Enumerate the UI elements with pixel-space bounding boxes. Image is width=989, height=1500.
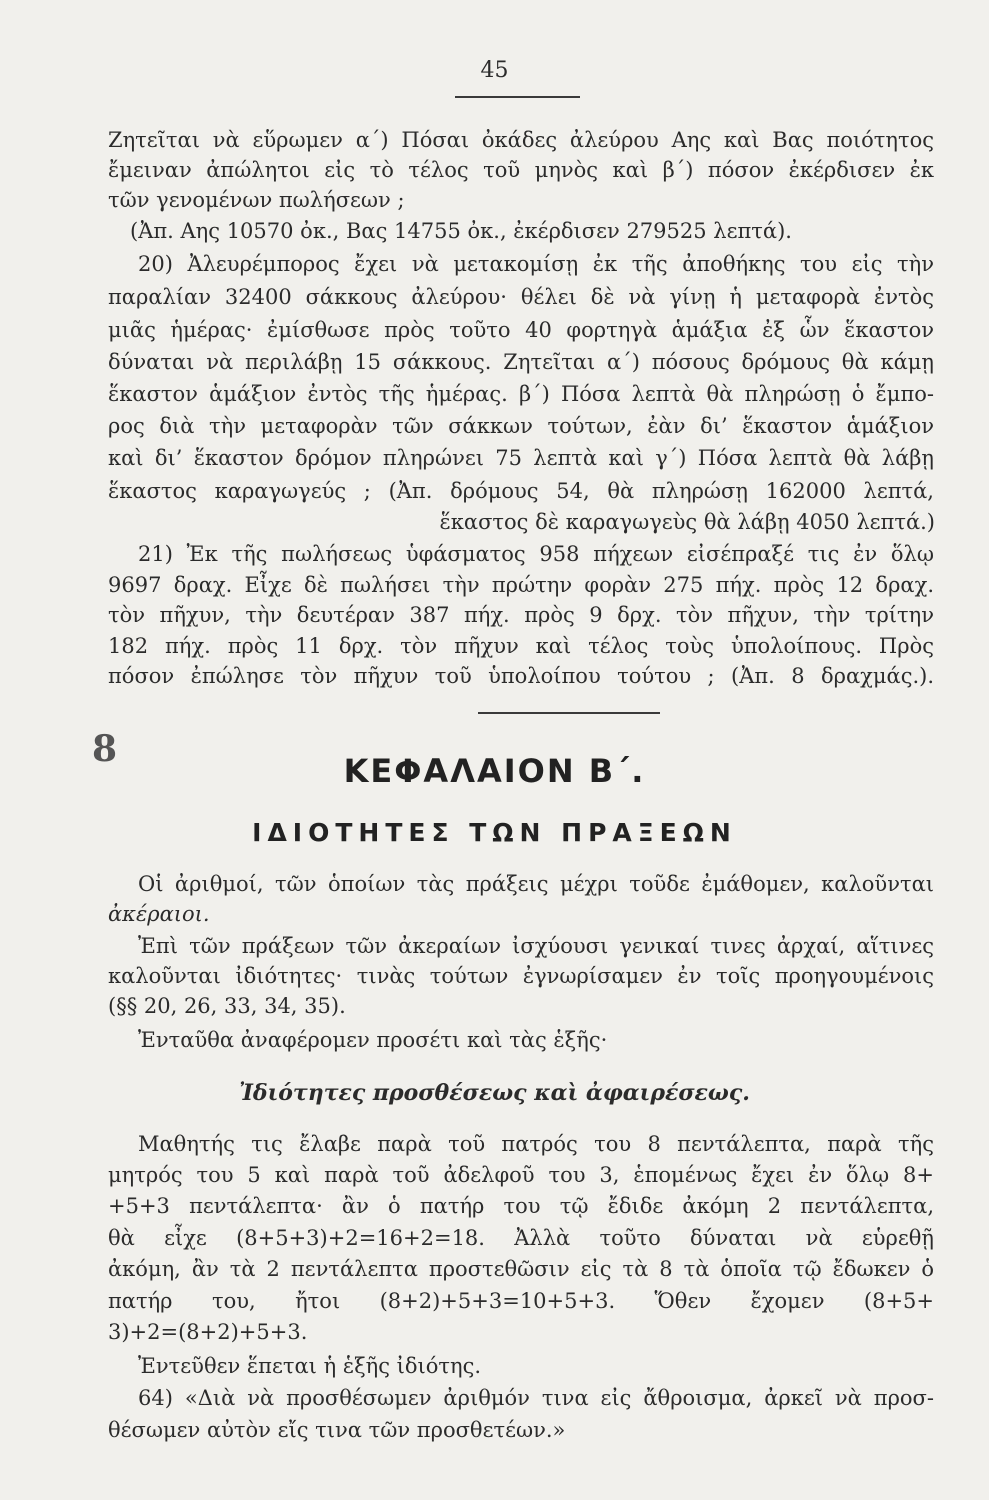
paragraph-line: Ἐντεῦθεν ἕπεται ἡ ἑξῆς ἰδιότης. (138, 1354, 482, 1378)
example-line: θὰ εἶχε (8+5+3)+2=16+2=18. Ἀλλὰ τοῦτο δύναται νὰ εὑρεθῇ (108, 1226, 934, 1250)
paragraph-line: ἀκέραιοι. (108, 902, 210, 926)
problem-line: μιᾶς ἡμέρας· ἐμίσθωσε πρὸς τοῦτο 40 φορτηγὰ ἁμάξια ἐξ ὧν ἕκαστον (108, 318, 934, 342)
problem-line: 21) Ἐκ τῆς πωλήσεως ὑφάσματος 958 πήχεων εἰσέπραξέ τις ἐν ὅλῳ (138, 542, 934, 566)
example-line: Μαθητής τις ἔλαβε παρὰ τοῦ πατρός του 8 πεντάλεπτα, παρὰ τῆς (138, 1132, 934, 1156)
example-line: πατήρ του, ἤτοι (8+2)+5+3=10+5+3. Ὅθεν ἔχομεν (8+5+ (108, 1289, 934, 1313)
example-line: ἀκόμη, ἂν τὰ 2 πεντάλεπτα προστεθῶσιν εἰς τὰ 8 τὰ ὁποῖα τῷ ἔδωκεν ὁ (108, 1257, 934, 1281)
paragraph-line: Ἐνταῦθα ἀναφέρομεν προσέτι καὶ τὰς ἑξῆς· (138, 1028, 608, 1052)
paragraph-line: (§§ 20, 26, 33, 34, 35). (108, 994, 346, 1018)
section-divider (478, 712, 660, 714)
answer-line: ἕκαστος δὲ καραγωγεὺς θὰ λάβῃ 4050 λεπτά.) (439, 510, 935, 534)
page-number: 45 (480, 58, 509, 83)
problem-line: παραλίαν 32400 σάκκους ἀλεύρου· θέλει δὲ νὰ γίνῃ ἡ μεταφορὰ ἐντὸς (108, 285, 934, 309)
paragraph-line: καλοῦνται ἰδιότητες· τινὰς τούτων ἐγνωρίσαμεν ἐν τοῖς προηγουμένοις (108, 964, 934, 988)
chapter-title: ΚΕΦΑΛΑΙΟΝ Β΄. (343, 752, 646, 790)
problem-line: 20) Ἀλευρέμπορος ἔχει νὰ μετακομίσῃ ἐκ τῆς ἀποθήκης του εἰς τὴν (138, 252, 934, 276)
problem-line: τὸν πῆχυν, τὴν δευτέραν 387 πήχ. πρὸς 9 δρχ. τὸν πῆχυν, τὴν τρίτην (108, 603, 934, 627)
problem-line: ἕκαστος καραγωγεύς ; (Ἀπ. δρόμους 54, θὰ πληρώσῃ 162000 λεπτά, (108, 479, 934, 503)
problem-line: πόσον ἐπώλησε τὸν πῆχυν τοῦ ὑπολοίπου τούτου ; (Ἀπ. 8 δραχμάς.). (108, 664, 934, 688)
section-title: ΙΔΙΟΤΗΤΕΣ ΤΩΝ ΠΡΑΞΕΩΝ (252, 818, 737, 847)
example-line: +5+3 πεντάλεπτα· ἂν ὁ πατήρ του τῷ ἔδιδε ἀκόμη 2 πεντάλεπτα, (108, 1194, 934, 1218)
problem-line: καὶ δι’ ἕκαστον δρόμον πληρώνει 75 λεπτὰ καὶ γ΄) Πόσα λεπτὰ θὰ λάβῃ (108, 446, 934, 470)
subheading: Ἰδιότητες προσθέσεως καὶ ἀφαιρέσεως. (239, 1080, 750, 1106)
problem-line: ἔμειναν ἀπώλητοι εἰς τὸ τέλος τοῦ μηνὸς καὶ β΄) πόσον ἐκέρδισεν ἐκ (108, 158, 934, 182)
paragraph-line: Οἱ ἀριθμοί, τῶν ὁποίων τὰς πράξεις μέχρι τοῦδε ἐμάθομεν, καλοῦνται (138, 872, 934, 896)
answer-line: (Ἀπ. Αης 10570 ὀκ., Βας 14755 ὀκ., ἐκέρδισεν 279525 λεπτά). (130, 219, 792, 243)
page-number-rule (455, 96, 580, 98)
problem-line: τῶν γενομένων πωλήσεων ; (108, 188, 405, 212)
rule-statement-line: 64) «Διὰ νὰ προσθέσωμεν ἀριθμόν τινα εἰς ἄθροισμα, ἀρκεῖ νὰ προσ- (138, 1386, 934, 1410)
paragraph-line: Ἐπὶ τῶν πράξεων τῶν ἀκεραίων ἰσχύουσι γενικαί τινες ἀρχαί, αἵτινες (138, 934, 934, 958)
rule-statement-line: θέσωμεν αὐτὸν εἴς τινα τῶν προσθετέων.» (108, 1418, 566, 1442)
problem-line: Ζητεῖται νὰ εὕρωμεν α΄) Πόσαι ὀκάδες ἀλεύρου Αης καὶ Βας ποιότητος (108, 128, 934, 152)
example-line: μητρός του 5 καὶ παρὰ τοῦ ἀδελφοῦ του 3, ἑπομένως ἔχει ἐν ὅλῳ 8+ (108, 1163, 934, 1187)
problem-line: ρος διὰ τὴν μεταφορὰν τῶν σάκκων τούτων, ἐὰν δι’ ἕκαστον ἁμάξιον (108, 414, 934, 438)
margin-mark: 8 (92, 728, 118, 770)
example-line: 3)+2=(8+2)+5+3. (108, 1320, 308, 1344)
problem-line: δύναται νὰ περιλάβῃ 15 σάκκους. Ζητεῖται α΄) πόσους δρόμους θὰ κάμῃ (108, 350, 934, 374)
problem-line: 182 πήχ. πρὸς 11 δρχ. τὸν πῆχυν καὶ τέλος τοὺς ὑπολοίπους. Πρὸς (108, 634, 934, 658)
problem-line: 9697 δραχ. Εἶχε δὲ πωλήσει τὴν πρώτην φορὰν 275 πήχ. πρὸς 12 δραχ. (108, 573, 934, 597)
problem-line: ἕκαστον ἁμάξιον ἐντὸς τῆς ἡμέρας. β΄) Πόσα λεπτὰ θὰ πληρώσῃ ὁ ἔμπο- (108, 382, 934, 406)
